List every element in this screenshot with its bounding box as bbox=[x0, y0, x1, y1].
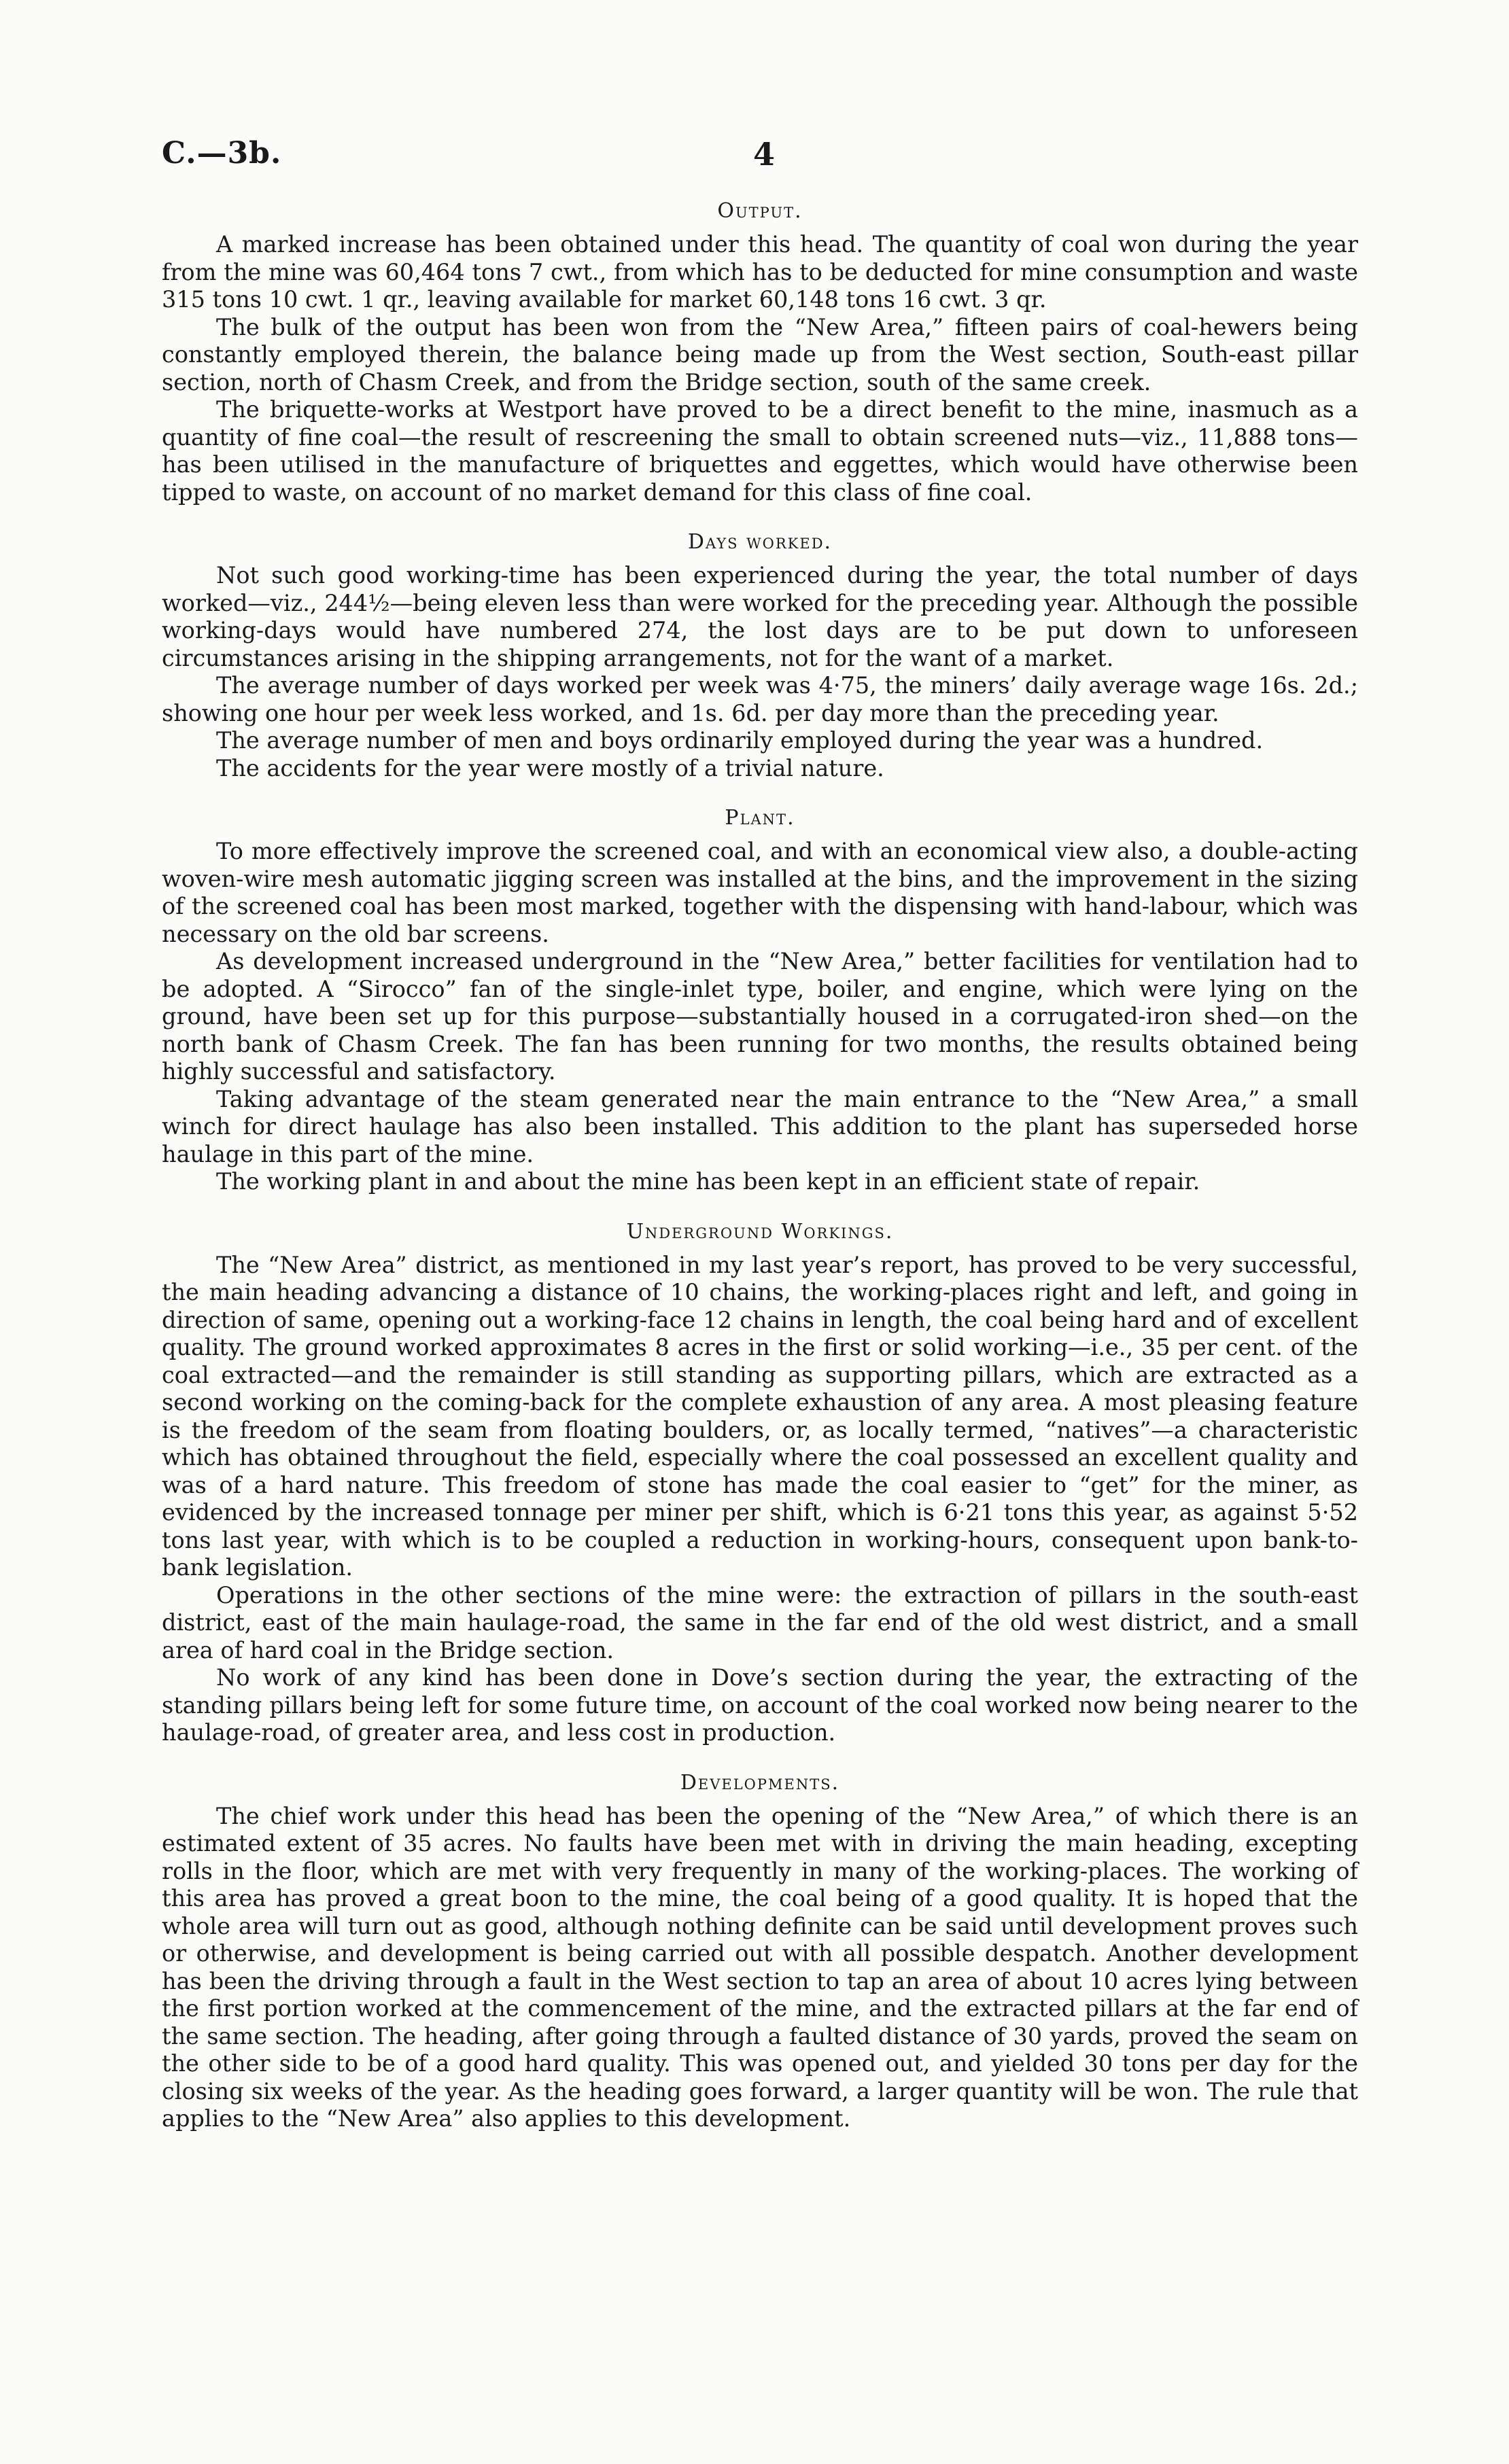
report-body bbox=[162, 198, 1358, 2156]
paragraph: The working plant in and about the mine has been kept in an efficient state of repair. bbox=[216, 1168, 1200, 1195]
paragraph: The briquette-works at Westport have proved to be a direct benefit to the mine, inasmuch as a quantity of fine coal—the result of rescreening the small to obtain screened nuts—viz., 11,888 tons—has been utilised in the manufacture of briquettes and eggettes, which would have otherwise been tipped to waste, on account of no market demand for this class of fine coal. bbox=[162, 396, 1358, 506]
document-reference: C.—3b. bbox=[162, 136, 282, 171]
paragraph: No work of any kind has been done in Dove’s section during the year, the extracting of the standing pillars being left for some future time, on account of the coal worked now being nearer to the haulage-road, of greater area, and less cost in production. bbox=[162, 1664, 1358, 1746]
paragraph: Not such good working-time has been experienced during the year, the total number of days worked—viz., 244½—being eleven less than were worked for the preceding year. Although the possible working-days would have numbered 274, the lost days are to be put down to unforeseen circumstances arising in the shipping arrangements, not for the want of a market. bbox=[162, 562, 1358, 671]
paragraph: The average number of men and boys ordinarily employed during the year was a hundred. bbox=[216, 727, 1264, 754]
paragraph: The accidents for the year were mostly of a trivial nature. bbox=[216, 754, 884, 781]
paragraph: As development increased underground in the “New Area,” better facilities for ventilation had to be adopted. A “Sirocco” fan of the single-inlet type, boiler, and engine, which were lying on the ground, have been set up for this purpose—substantially housed in a corrugated-iron shed—on the north bank of Chasm Creek. The fan has been running for two months, the results obtained being highly successful and satisfactory. bbox=[162, 948, 1358, 1085]
paragraph: The average number of days worked per week was 4·75, the miners’ daily average wage 16s. 2d.; showing one hour per week less worked, and 1s. 6d. per day more than the preceding year. bbox=[162, 672, 1358, 726]
section-title: Output. bbox=[717, 199, 803, 223]
section-title: Days worked. bbox=[687, 530, 833, 554]
section-title: Plant. bbox=[725, 806, 795, 830]
section-underground-workings bbox=[162, 1219, 1358, 1747]
section-days-worked bbox=[162, 529, 1358, 782]
paragraph: To more effectively improve the screened coal, and with an economical view also, a double-acting woven-wire mesh automatic jigging screen was installed at the bins, and the improvement in the sizing of the screened coal has been most marked, together with the dispensing with hand-labour, which was necessary on the old bar screens. bbox=[162, 838, 1358, 947]
paragraph: Taking advantage of the steam generated near the main entrance to the “New Area,” a small winch for direct haulage has also been installed. This addition to the plant has superseded horse haulage in this part of the mine. bbox=[162, 1085, 1358, 1167]
section-title: Underground Workings. bbox=[626, 1219, 894, 1244]
paragraph: The bulk of the output has been won from the “New Area,” fifteen pairs of coal-hewers being constantly employed therein, the balance being made up from the West section, South-east pillar section, north of Chasm Creek, and from the Bridge section, south of the same creek. bbox=[162, 313, 1358, 395]
section-title: Developments. bbox=[680, 1770, 840, 1795]
paragraph: A marked increase has been obtained under this head. The quantity of coal won during the year from the mine was 60,464 tons 7 cwt., from which has to be deducted for mine consumption and waste 315 tons 10 cwt. 1 qr., leaving available for market 60,148 tons 16 cwt. 3 qr. bbox=[162, 231, 1358, 313]
section-developments bbox=[162, 1770, 1358, 2133]
section-plant bbox=[162, 805, 1358, 1196]
section-output bbox=[162, 198, 1358, 506]
paragraph: Operations in the other sections of the mine were: the extraction of pillars in the south-east district, east of the main haulage-road, the same in the far end of the old west district, and a small area of hard coal in the Bridge section. bbox=[162, 1581, 1358, 1664]
paragraph: The “New Area” district, as mentioned in my last year’s report, has proved to be very successful, the main heading advancing a distance of 10 chains, the working-places right and left, and going in direction of same, opening out a working-face 12 chains in length, the coal being hard and of excellent quality. The ground worked approximates 8 acres in the first or solid working—i.e., 35 per cent. of the coal extracted—and the remainder is still standing as supporting pillars, which are extracted as a second working on the coming-back for the complete exhaustion of any area. A most pleasing feature is the freedom of the seam from floating boulders, or, as locally termed, “natives”—a characteristic which has obtained throughout the field, especially where the coal possessed an excellent quality and was of a hard nature. This freedom of stone has made the coal easier to “get” for the miner, as evidenced by the increased tonnage per miner per shift, which is 6·21 tons this year, as against 5·52 tons last year, with which is to be coupled a reduction in working-hours, consequent upon bank-to-bank legislation. bbox=[162, 1251, 1358, 1581]
page-header bbox=[162, 136, 1358, 177]
paragraph: The chief work under this head has been the opening of the “New Area,” of which there is an estimated extent of 35 acres. No faults have been met with in driving the main heading, excepting rolls in the floor, which are met with very frequently in many of the working-places. The working of this area has proved a great boon to the mine, the coal being of a good quality. It is hoped that the whole area will turn out as good, although nothing definite can be said until development proves such or otherwise, and development is being carried out with all possible despatch. Another development has been the driving through a fault in the West section to tap an area of about 10 acres lying between the first portion worked at the commencement of the mine, and the extracted pillars at the far end of the same section. The heading, after going through a faulted distance of 30 yards, proved the seam on the other side to be of a good hard quality. This was opened out, and yielded 30 tons per day for the closing six weeks of the year. As the heading goes forward, a larger quantity will be won. The rule that applies to the “New Area” also applies to this development. bbox=[162, 1802, 1358, 2132]
page-number: 4 bbox=[753, 136, 776, 173]
